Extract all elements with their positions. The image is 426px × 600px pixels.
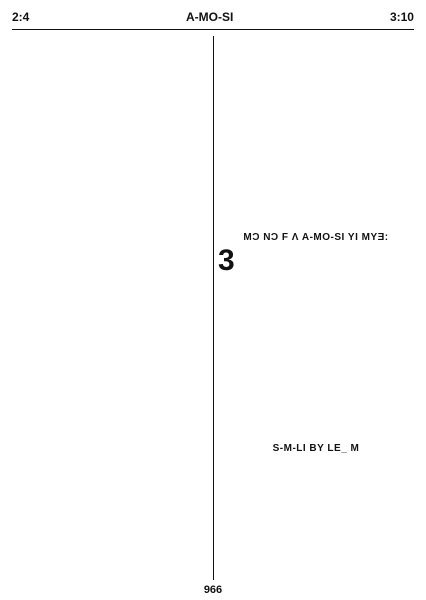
header-reference-right: 3:10 bbox=[389, 10, 414, 24]
right-column-text-top bbox=[218, 36, 414, 226]
left-column bbox=[12, 36, 208, 580]
right-column bbox=[218, 36, 414, 580]
chapter-number: 3 bbox=[218, 244, 235, 277]
section-title: MƆ NƆ F Ʌ A-MO-SI YI MYƎ: bbox=[243, 232, 389, 243]
header-book-title: A-MO-SI bbox=[185, 10, 234, 24]
chapter-block bbox=[218, 244, 414, 437]
header-rule bbox=[12, 29, 414, 30]
header-reference-left: 2:4 bbox=[12, 10, 30, 24]
column-divider bbox=[213, 36, 214, 580]
page-number: 966 bbox=[203, 584, 223, 596]
section-title: S-M-LI BY LE_ M bbox=[272, 443, 360, 454]
running-header bbox=[12, 8, 414, 26]
